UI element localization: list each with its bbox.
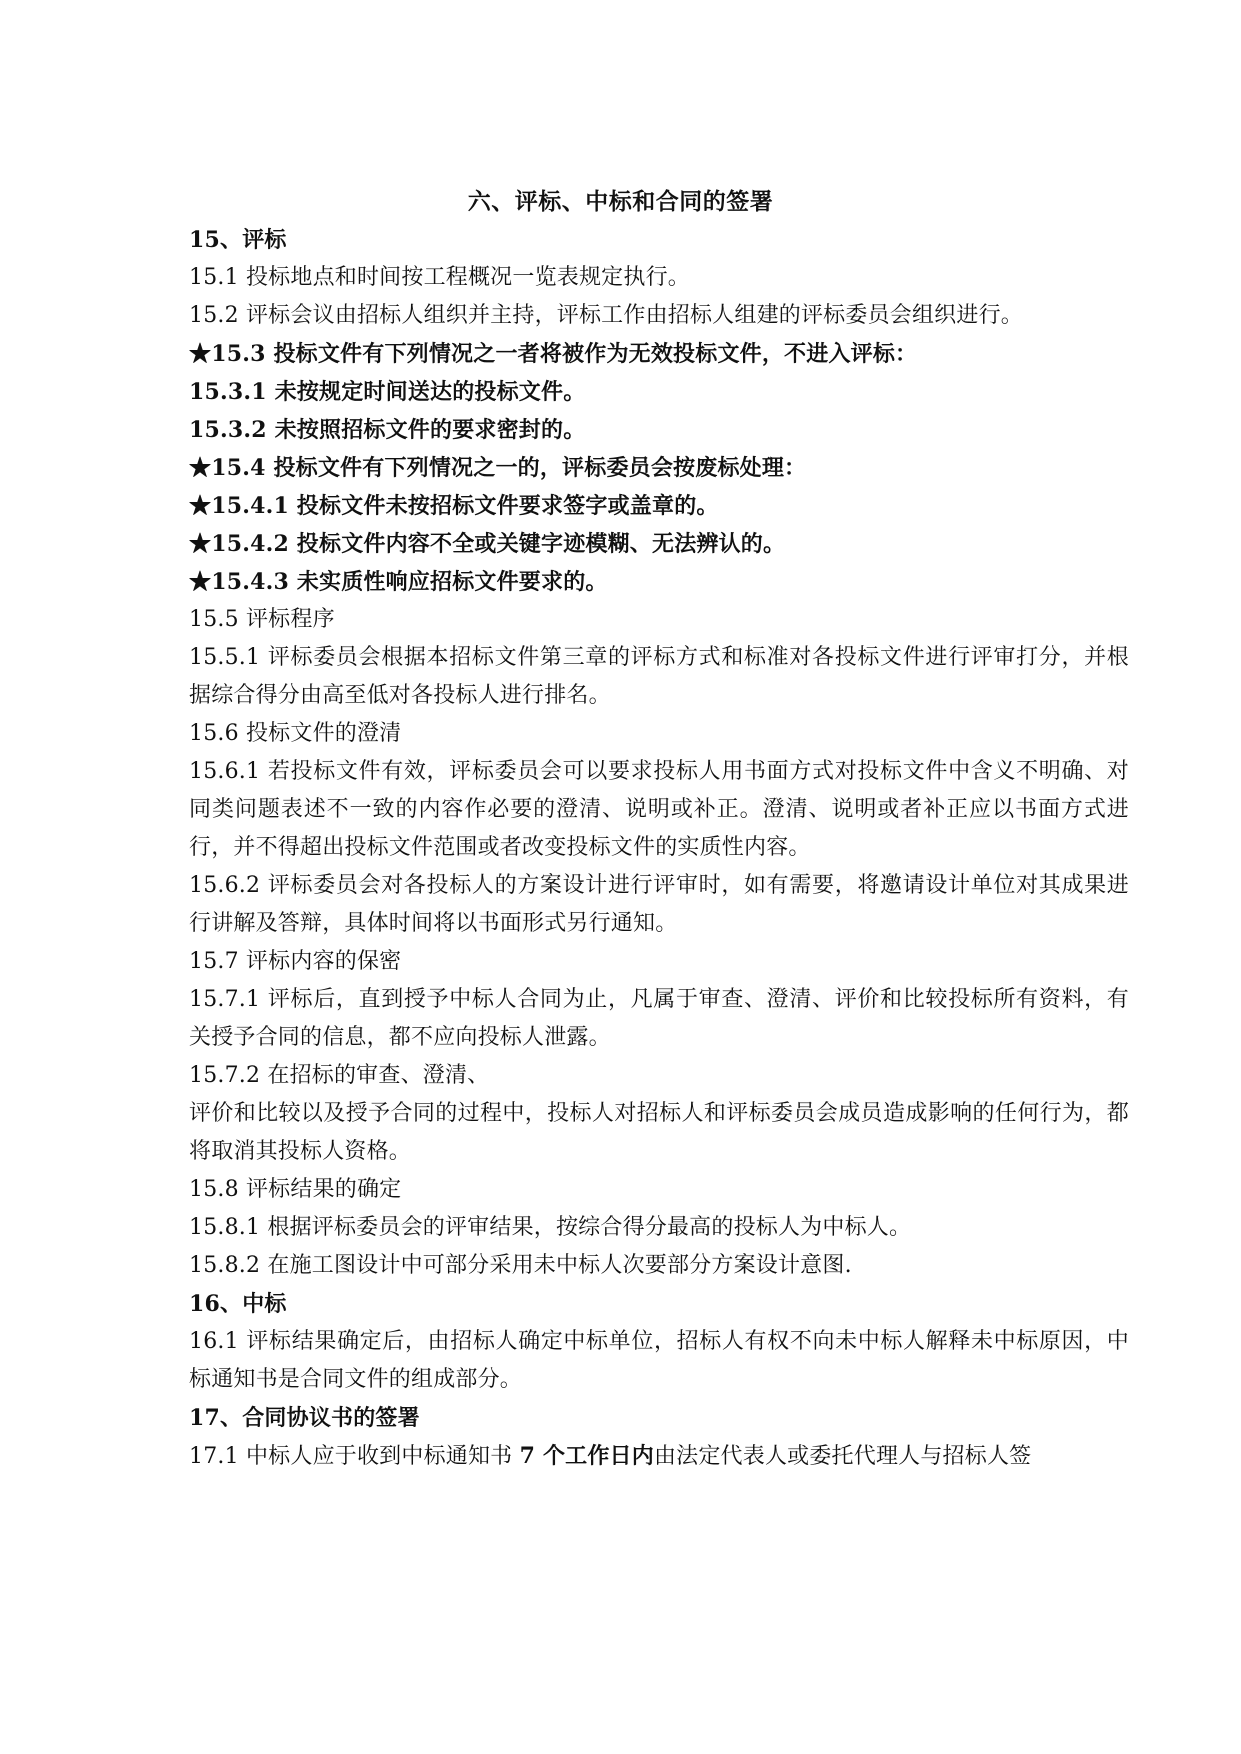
clause-15-8: 15.8 评标结果的确定 — [189, 1177, 402, 1202]
clause-17-1 — [189, 1437, 1129, 1475]
heading-17: 17、合同协议书的签署 — [189, 1405, 420, 1431]
document-body — [189, 221, 1129, 1475]
heading-16: 16、中标 — [189, 1291, 287, 1317]
clause-15-6: 15.6 投标文件的澄清 — [189, 721, 402, 746]
clause-15-8-1: 15.8.1 根据评标委员会的评审结果，按综合得分最高的投标人为中标人。 — [189, 1215, 912, 1240]
clause-15-3-1: 15.3.1 未按规定时间送达的投标文件。 — [189, 379, 586, 405]
clause-15-4-1: ★15.4.1 投标文件未按招标文件要求签字或盖章的。 — [189, 493, 719, 519]
clause-15-3-2: 15.3.2 未按照招标文件的要求密封的。 — [189, 417, 586, 443]
heading-15: 15、评标 — [189, 227, 287, 253]
clause-17-1-end: 由法定代表人或委托代理人与招标人签 — [653, 1444, 1032, 1469]
clause-15-3: ★15.3 投标文件有下列情况之一者将被作为无效投标文件，不进入评标： — [189, 341, 918, 367]
clause-15-2: 15.2 评标会议由招标人组织并主持，评标工作由招标人组建的评标委员会组织进行。 — [189, 303, 1023, 328]
clause-15-7-1: 15.7.1 评标后，直到授予中标人合同为止，凡属于审查、澄清、评价和比较投标所有资料，有关授予合同的信息，都不应向投标人泄露。 — [189, 987, 1129, 1050]
clause-15-8-2: 15.8.2 在施工图设计中可部分采用未中标人次要部分方案设计意图. — [189, 1253, 852, 1278]
clause-15-4-3: ★15.4.3 未实质性响应招标文件要求的。 — [189, 569, 608, 595]
clause-17-1-start: 17.1 中标人应于收到中标通知书 — [189, 1444, 520, 1469]
clause-16-1: 16.1 评标结果确定后，由招标人确定中标单位，招标人有权不向未中标人解释未中标原因，中标通知书是合同文件的组成部分。 — [189, 1329, 1129, 1392]
clause-15-7-2-start: 15.7.2 在招标的审查、澄清、 — [189, 1063, 490, 1088]
clause-17-1-deadline: 7 个工作日内 — [519, 1443, 654, 1469]
clause-15-4-2: ★15.4.2 投标文件内容不全或关键字迹模糊、无法辨认的。 — [189, 531, 786, 557]
clause-15-6-2: 15.6.2 评标委员会对各投标人的方案设计进行评审时，如有需要，将邀请设计单位对其成果进行讲解及答辩，具体时间将以书面形式另行通知。 — [189, 873, 1129, 936]
section-title: 六、评标、中标和合同的签署 — [467, 188, 774, 215]
clause-15-5: 15.5 评标程序 — [189, 607, 335, 632]
clause-15-7: 15.7 评标内容的保密 — [189, 949, 402, 974]
clause-15-4: ★15.4 投标文件有下列情况之一的，评标委员会按废标处理： — [189, 455, 807, 481]
clause-15-6-1: 15.6.1 若投标文件有效，评标委员会可以要求投标人用书面方式对投标文件中含义不明确、对同类问题表述不一致的内容作必要的澄清、说明或补正。澄清、说明或者补正应以书面方式进行，并不得超出投标文件范围或者改变投标文件的实质性内容。 — [189, 759, 1129, 860]
clause-15-7-2-cont: 评价和比较以及授予合同的过程中，投标人对招标人和评标委员会成员造成影响的任何行为，都将取消其投标人资格。 — [189, 1101, 1129, 1164]
clause-15-1: 15.1 投标地点和时间按工程概况一览表规定执行。 — [189, 265, 690, 290]
clause-15-5-1: 15.5.1 评标委员会根据本招标文件第三章的评标方式和标准对各投标文件进行评审打分，并根据综合得分由高至低对各投标人进行排名。 — [189, 645, 1129, 708]
